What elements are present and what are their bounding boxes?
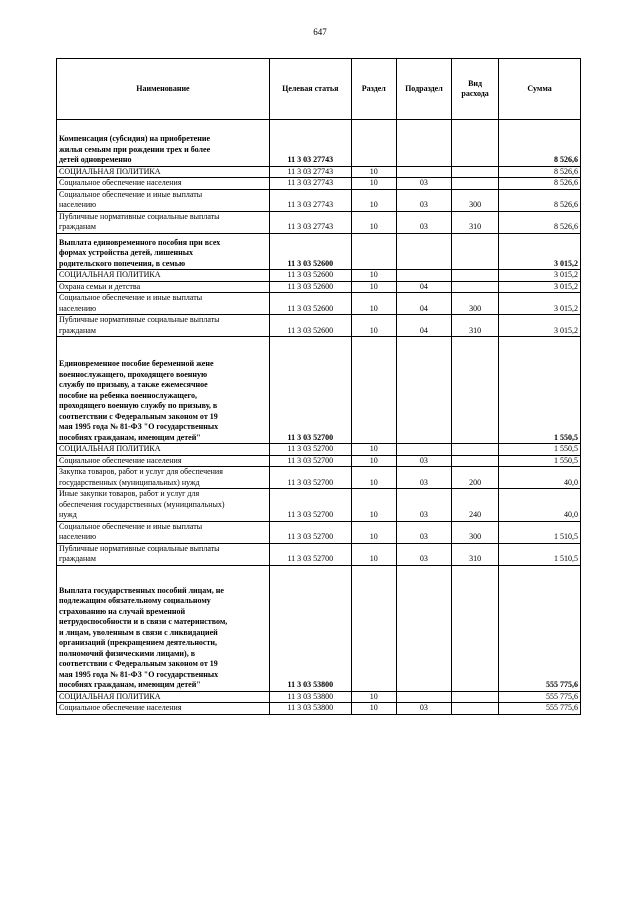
- row-subsection: 03: [396, 489, 451, 522]
- row-sum: 1 550,5: [499, 444, 581, 456]
- row-subsection: [396, 166, 451, 178]
- row-subsection: 03: [396, 189, 451, 211]
- row-code: 11 3 03 52600: [269, 293, 351, 315]
- table-row: [57, 293, 581, 315]
- row-name: СОЦИАЛЬНАЯ ПОЛИТИКА: [57, 166, 270, 178]
- row-name: Публичные нормативные социальные выплаты гражданам: [57, 315, 270, 337]
- row-code: 11 3 03 53800: [269, 703, 351, 715]
- row-expense-type: 310: [452, 543, 499, 565]
- table-row: [57, 543, 581, 565]
- row-name: Иные закупки товаров, работ и услуг для обеспечения государственных (муниципальных) нужд: [57, 489, 270, 522]
- row-subsection: 03: [396, 211, 451, 233]
- row-sum: 555 775,6: [499, 703, 581, 715]
- row-name: Охрана семьи и детства: [57, 281, 270, 293]
- header-name: Наименование: [57, 59, 270, 120]
- row-name: Закупка товаров, работ и услуг для обеспечения государственных (муниципальных) нужд: [57, 467, 270, 489]
- row-expense-type: [452, 233, 499, 270]
- table-row: [57, 521, 581, 543]
- table-row: [57, 189, 581, 211]
- row-expense-type: [452, 166, 499, 178]
- row-name: Социальное обеспечение и иные выплаты населению: [57, 189, 270, 211]
- header-expense-type: Вид расхода: [452, 59, 499, 120]
- row-code: 11 3 03 52700: [269, 521, 351, 543]
- row-sum: 3 015,2: [499, 315, 581, 337]
- row-code: 11 3 03 52600: [269, 270, 351, 282]
- table-row: [57, 166, 581, 178]
- row-expense-type: 200: [452, 467, 499, 489]
- row-name: Единовременное пособие беременной жене военнослужащего, проходящего военную службу по призыву, а также ежемесячное пособие на ребенка военнослужащего, проходящего военную службу по призыву, в соответствии с Федеральным законом от 19 мая 1995 года № 81-ФЗ "О государственных пособиях гражданам, имеющим детей": [57, 337, 270, 444]
- row-subsection: 04: [396, 293, 451, 315]
- row-section: 10: [351, 281, 396, 293]
- row-subsection: 03: [396, 467, 451, 489]
- table-row: [57, 565, 581, 691]
- row-expense-type: [452, 120, 499, 167]
- row-section: 10: [351, 211, 396, 233]
- row-section: 10: [351, 444, 396, 456]
- header-sum: Сумма: [499, 59, 581, 120]
- row-expense-type: [452, 444, 499, 456]
- row-subsection: [396, 444, 451, 456]
- table-row: [57, 467, 581, 489]
- table-row: [57, 233, 581, 270]
- row-section: 10: [351, 521, 396, 543]
- row-expense-type: [452, 337, 499, 444]
- row-section: 10: [351, 467, 396, 489]
- budget-table: [56, 58, 581, 715]
- row-expense-type: 310: [452, 211, 499, 233]
- row-expense-type: [452, 270, 499, 282]
- row-expense-type: 300: [452, 189, 499, 211]
- row-subsection: 04: [396, 315, 451, 337]
- row-subsection: [396, 691, 451, 703]
- row-sum: 40,0: [499, 489, 581, 522]
- row-sum: 1 510,5: [499, 521, 581, 543]
- table-row: [57, 489, 581, 522]
- row-expense-type: 240: [452, 489, 499, 522]
- row-expense-type: [452, 565, 499, 691]
- row-name: СОЦИАЛЬНАЯ ПОЛИТИКА: [57, 444, 270, 456]
- row-sum: 8 526,6: [499, 189, 581, 211]
- row-expense-type: 310: [452, 315, 499, 337]
- row-code: 11 3 03 52600: [269, 315, 351, 337]
- row-name: Компенсация (субсидия) на приобретение жилья семьям при рождении трех и более детей одновременно: [57, 120, 270, 167]
- row-section: 10: [351, 293, 396, 315]
- row-section: 10: [351, 691, 396, 703]
- row-name: Публичные нормативные социальные выплаты гражданам: [57, 543, 270, 565]
- table-row: [57, 691, 581, 703]
- row-section: 10: [351, 489, 396, 522]
- row-expense-type: [452, 178, 499, 190]
- row-sum: 555 775,6: [499, 565, 581, 691]
- table-row: [57, 211, 581, 233]
- row-section: [351, 233, 396, 270]
- row-subsection: 03: [396, 703, 451, 715]
- row-code: 11 3 03 52700: [269, 467, 351, 489]
- row-name: Социальное обеспечение населения: [57, 455, 270, 467]
- row-section: 10: [351, 270, 396, 282]
- row-code: 11 3 03 52700: [269, 337, 351, 444]
- row-sum: 40,0: [499, 467, 581, 489]
- page-number: 647: [313, 27, 327, 37]
- row-subsection: 03: [396, 521, 451, 543]
- row-subsection: 03: [396, 543, 451, 565]
- row-subsection: [396, 233, 451, 270]
- table-header-row: [57, 59, 581, 120]
- row-subsection: [396, 337, 451, 444]
- row-code: 11 3 03 27743: [269, 211, 351, 233]
- row-name: Публичные нормативные социальные выплаты гражданам: [57, 211, 270, 233]
- row-sum: 8 526,6: [499, 211, 581, 233]
- row-section: 10: [351, 166, 396, 178]
- table-row: [57, 270, 581, 282]
- row-section: [351, 120, 396, 167]
- row-name: Социальное обеспечение и иные выплаты населению: [57, 293, 270, 315]
- row-expense-type: [452, 691, 499, 703]
- row-expense-type: [452, 281, 499, 293]
- row-section: 10: [351, 455, 396, 467]
- row-section: 10: [351, 178, 396, 190]
- table-body: [57, 120, 581, 715]
- row-expense-type: 300: [452, 293, 499, 315]
- table-row: [57, 315, 581, 337]
- row-code: 11 3 03 27743: [269, 120, 351, 167]
- row-code: 11 3 03 53800: [269, 691, 351, 703]
- row-code: 11 3 03 52700: [269, 455, 351, 467]
- table-row: [57, 120, 581, 167]
- table-row: [57, 281, 581, 293]
- header-subsection: Подраздел: [396, 59, 451, 120]
- row-section: 10: [351, 315, 396, 337]
- row-code: 11 3 03 52700: [269, 543, 351, 565]
- row-subsection: [396, 270, 451, 282]
- row-section: 10: [351, 543, 396, 565]
- row-expense-type: [452, 703, 499, 715]
- row-code: 11 3 03 52700: [269, 489, 351, 522]
- row-name: СОЦИАЛЬНАЯ ПОЛИТИКА: [57, 691, 270, 703]
- row-code: 11 3 03 27743: [269, 189, 351, 211]
- row-code: 11 3 03 27743: [269, 166, 351, 178]
- row-name: Выплата государственных пособий лицам, не подлежащим обязательному социальному страхованию на случай временной нетрудоспособности и в связи с материнством, и лицам, уволенным в связи с ликвидацией организаций (прекращением деятельности, полномочий физическими лицами), в соответствии с Федеральным законом от 19 мая 1995 года № 81-ФЗ "О государственных пособиях гражданам, имеющим детей": [57, 565, 270, 691]
- row-sum: 3 015,2: [499, 270, 581, 282]
- row-name: Социальное обеспечение населения: [57, 703, 270, 715]
- table-row: [57, 703, 581, 715]
- header-section: Раздел: [351, 59, 396, 120]
- row-subsection: [396, 565, 451, 691]
- row-code: 11 3 03 53800: [269, 565, 351, 691]
- row-sum: 3 015,2: [499, 281, 581, 293]
- row-section: [351, 565, 396, 691]
- row-code: 11 3 03 52600: [269, 281, 351, 293]
- row-code: 11 3 03 52700: [269, 444, 351, 456]
- row-subsection: 04: [396, 281, 451, 293]
- row-name: СОЦИАЛЬНАЯ ПОЛИТИКА: [57, 270, 270, 282]
- row-subsection: 03: [396, 455, 451, 467]
- table-row: [57, 444, 581, 456]
- row-name: Выплата единовременного пособия при всех формах устройства детей, лишенных родительского попечения, в семью: [57, 233, 270, 270]
- table-row: [57, 337, 581, 444]
- row-name: Социальное обеспечение населения: [57, 178, 270, 190]
- row-name: Социальное обеспечение и иные выплаты населению: [57, 521, 270, 543]
- header-code: Целевая статья: [269, 59, 351, 120]
- row-code: 11 3 03 52600: [269, 233, 351, 270]
- row-code: 11 3 03 27743: [269, 178, 351, 190]
- row-subsection: 03: [396, 178, 451, 190]
- table-row: [57, 455, 581, 467]
- row-sum: 8 526,6: [499, 120, 581, 167]
- row-sum: 1 550,5: [499, 455, 581, 467]
- row-sum: 8 526,6: [499, 178, 581, 190]
- row-sum: 3 015,2: [499, 293, 581, 315]
- row-section: 10: [351, 189, 396, 211]
- row-subsection: [396, 120, 451, 167]
- row-sum: 555 775,6: [499, 691, 581, 703]
- row-sum: 8 526,6: [499, 166, 581, 178]
- row-expense-type: 300: [452, 521, 499, 543]
- row-sum: 1 510,5: [499, 543, 581, 565]
- row-expense-type: [452, 455, 499, 467]
- row-section: 10: [351, 703, 396, 715]
- row-sum: 1 550,5: [499, 337, 581, 444]
- row-sum: 3 015,2: [499, 233, 581, 270]
- row-section: [351, 337, 396, 444]
- table-row: [57, 178, 581, 190]
